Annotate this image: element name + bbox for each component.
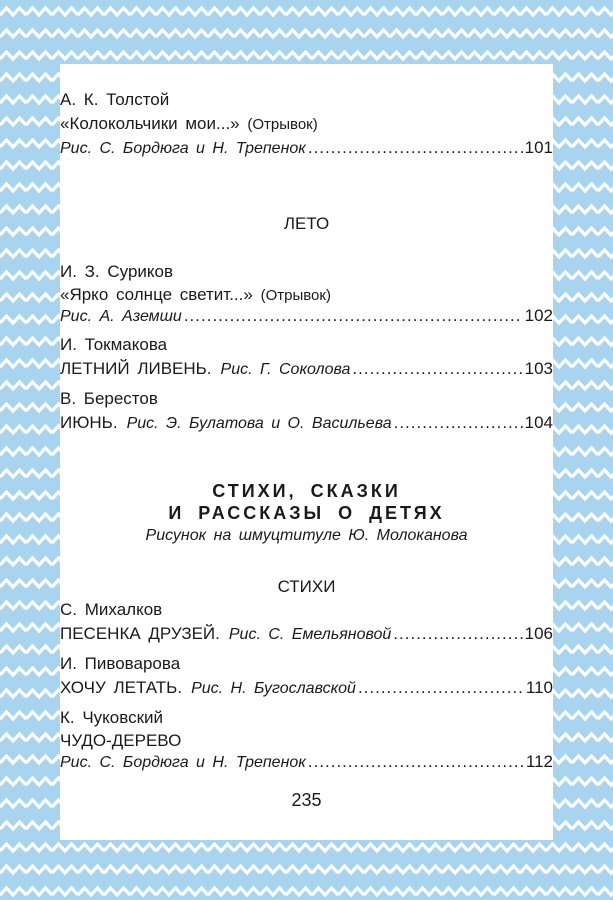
part-subtitle: Рисунок на шмуцтитуле Ю. Молоканова (145, 527, 468, 544)
leader-dots (184, 306, 523, 326)
author: С. Михалков (60, 600, 163, 619)
page-ref: 103 (524, 359, 553, 378)
entry-leader-line (60, 138, 553, 159)
entry-leader-line (60, 752, 553, 773)
title-text: ИЮНЬ. (60, 413, 118, 432)
page-ref: 106 (524, 624, 553, 643)
page-ref: 104 (524, 413, 553, 432)
page-ref: 102 (524, 306, 553, 325)
section-heading-summer: ЛЕТО (283, 214, 330, 233)
page-ref: 101 (524, 138, 553, 157)
leader-dots (358, 678, 524, 698)
entry-leader-line (60, 359, 553, 380)
entry-leader-line (60, 306, 553, 327)
page-ref: 112 (525, 752, 553, 771)
leader-dots (394, 413, 523, 433)
author: А. К. Толстой (60, 90, 170, 109)
entry-leader-line (60, 678, 553, 699)
illustrator: Рис. С. Бордюга и Н. Трепенок (60, 140, 306, 157)
title-text: ЛЕТНИЙ ЛИВЕНЬ. (60, 359, 212, 378)
leader-dots (393, 624, 522, 644)
author: И. З. Суриков (60, 262, 174, 281)
title-text: ЧУДО-ДЕРЕВО (60, 731, 182, 750)
toc-page (60, 64, 553, 840)
title-text: «Колокольчики мои...» (60, 114, 240, 133)
author: К. Чуковский (60, 708, 164, 727)
illustrator: Рис. А. Аземши (60, 308, 182, 325)
entry-leader-line (60, 624, 553, 645)
title-note: (Отрывок) (260, 287, 331, 304)
entry-title (60, 114, 318, 135)
section-heading-poems: СТИХИ (277, 577, 336, 596)
author: В. Берестов (60, 389, 158, 408)
part-heading-line1: СТИХИ, СКАЗКИ (212, 481, 401, 501)
illustrator: Рис. С. Бордюга и Н. Трепенок (60, 754, 306, 771)
entry-title (60, 285, 331, 306)
illustrator: Рис. Н. Бугославской (191, 680, 356, 697)
title-text: «Ярко солнце светит...» (60, 285, 253, 304)
leader-dots (308, 138, 523, 158)
title-note: (Отрывок) (247, 116, 318, 133)
author: И. Пивоварова (60, 654, 181, 673)
illustrator: Рис. Э. Булатова и О. Васильева (126, 415, 392, 432)
title-text: ПЕСЕНКА ДРУЗЕЙ. (60, 624, 220, 643)
entry-leader-line (60, 413, 553, 434)
part-heading-line2: И РАССКАЗЫ О ДЕТЯХ (168, 503, 445, 523)
leader-dots (308, 752, 524, 772)
leader-dots (352, 359, 522, 379)
illustrator: Рис. Г. Соколова (220, 361, 351, 378)
author: И. Токмакова (60, 335, 168, 354)
illustrator: Рис. С. Емельяновой (228, 626, 392, 643)
title-text: ХОЧУ ЛЕТАТЬ. (60, 678, 183, 697)
page-number: 235 (291, 790, 322, 810)
page-ref: 110 (525, 678, 553, 697)
